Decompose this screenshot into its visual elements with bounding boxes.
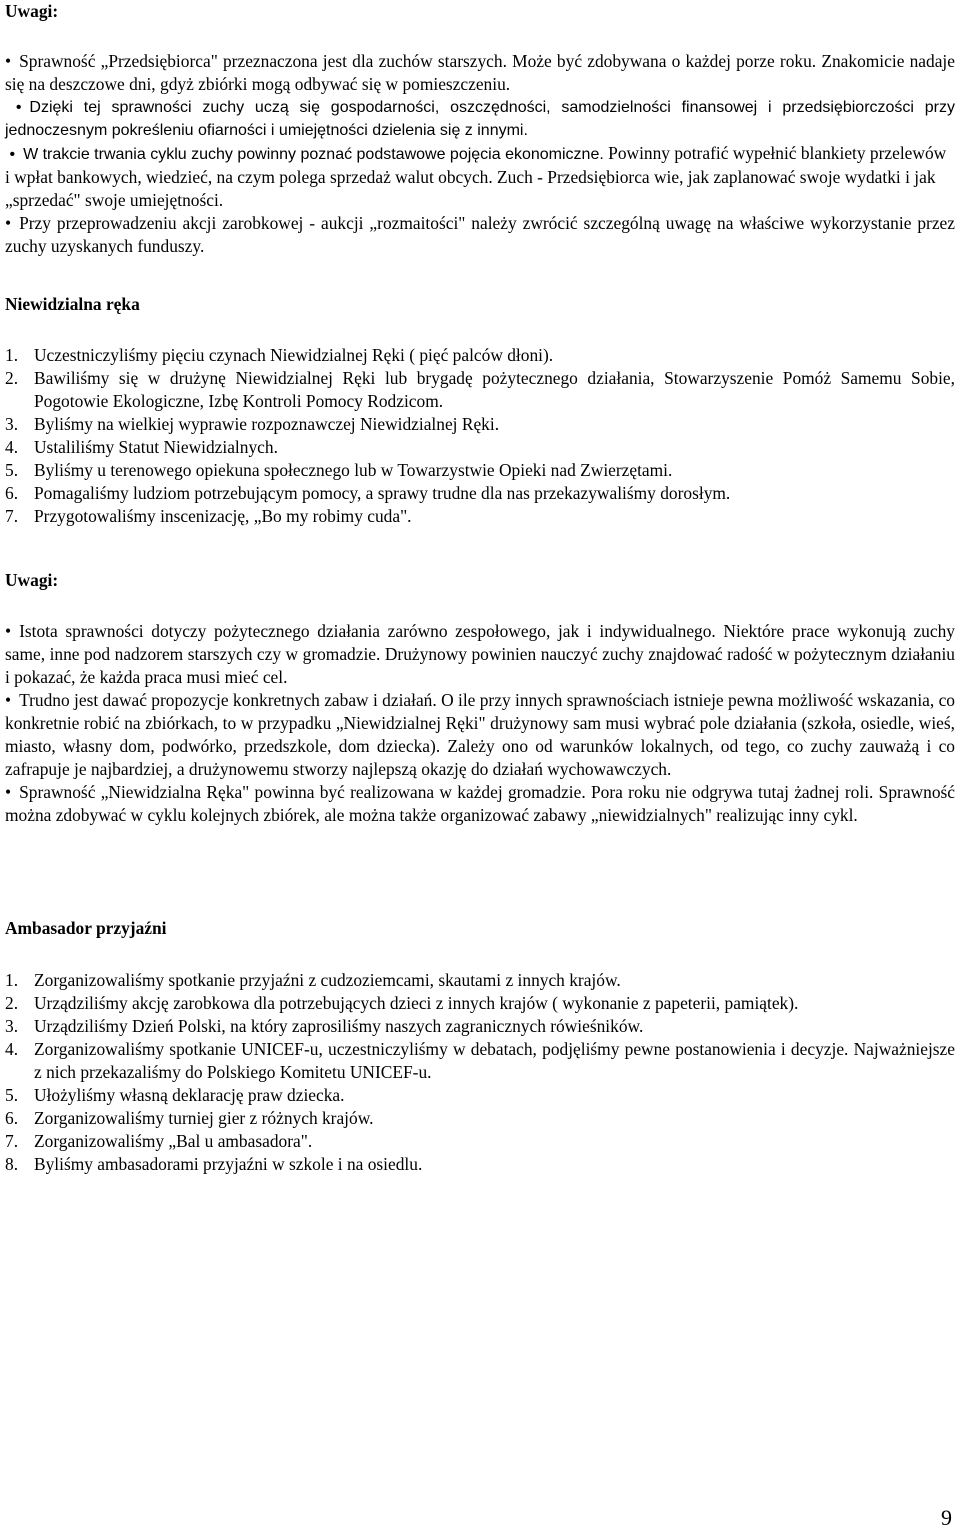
uwagi-2-bullets xyxy=(5,620,955,827)
bullet-icon: • xyxy=(5,621,12,641)
section-niewidzialna-reka xyxy=(5,293,955,316)
section-heading: Ambasador przyjaźni xyxy=(5,918,167,938)
bullet-icon: • xyxy=(5,213,12,233)
bullet-icon: • xyxy=(5,690,12,710)
list-item: 3. Byliśmy na wielkiej wyprawie rozpoznawczej Niewidzialnej Ręki. xyxy=(5,414,500,434)
document-page xyxy=(5,0,955,1537)
niewidzialna-reka-list xyxy=(5,344,955,528)
section-heading: Niewidzialna ręka xyxy=(5,294,140,314)
bullet-paragraph-continuation: Powinny potrafić wypełnić blankiety przelewów i wpłat bankowych, wiedzieć, na czym polega sprzedaż walut obcych. Zuch - Przedsiębiorca wie, jak zaplanować swoje wydatki i jak „sprzedać" swoje umiejętności. xyxy=(5,143,947,210)
list-item: 8. Byliśmy ambasadorami przyjaźni w szkole i na osiedlu. xyxy=(5,1154,423,1174)
ambasador-list xyxy=(5,969,955,1176)
bullet-paragraph: • Sprawność „Niewidzialna Ręka" powinna być realizowana w każdej gromadzie. Pora roku nie odgrywa tutaj żadnej roli. Sprawność można zdobywać w cyklu kolejnych zbiórek, ale można także organizować zabawy „niewidzialnych" realizując inny cykl. xyxy=(5,782,955,825)
bullet-paragraph: • Przy przeprowadzeniu akcji zarobkowej - aukcji „rozmaitości" należy zwrócić szczególną uwagę na właściwe wykorzystanie przez zuchy uzyskanych funduszy. xyxy=(5,213,955,256)
list-item: 4. Zorganizowaliśmy spotkanie UNICEF-u, uczestniczyliśmy w debatach, podjęliśmy pewne postanowienia i decyzje. Najważniejsze z nich przekazaliśmy do Polskiego Komitetu UNICEF-u. xyxy=(5,1039,955,1082)
list-item: 5. Ułożyliśmy własną deklarację praw dziecka. xyxy=(5,1085,345,1105)
bullet-icon: • xyxy=(15,99,22,116)
list-item: 7. Zorganizowaliśmy „Bal u ambasadora". xyxy=(5,1131,313,1151)
list-item: 5. Byliśmy u terenowego opiekuna społecznego lub w Towarzystwie Opieki nad Zwierzętami. xyxy=(5,460,673,480)
bullet-paragraph: • W trakcie trwania cyklu zuchy powinny poznać podstawowe pojęcia ekonomiczne. xyxy=(9,146,604,163)
bullet-icon: • xyxy=(5,51,12,71)
list-item: 6. Pomagaliśmy ludziom potrzebującym pomocy, a sprawy trudne dla nas przekazywaliśmy dorosłym. xyxy=(5,483,731,503)
bullet-icon: • xyxy=(9,146,16,163)
section-uwagi-1 xyxy=(5,0,955,23)
section-heading: Uwagi: xyxy=(5,1,59,21)
list-item: 2. Urządziliśmy akcję zarobkowa dla potrzebujących dzieci z innych krajów ( wykonanie z papeterii, pamiątek). xyxy=(5,993,799,1013)
section-uwagi-2 xyxy=(5,569,955,592)
bullet-paragraph: • Sprawność „Przedsiębiorca" przeznaczona jest dla zuchów starszych. Może być zdobywana o każdej porze roku. Znakomicie nadaje się na deszczowe dni, gdyż zbiórki mogą odbywać się w pomieszczeniu. xyxy=(5,51,955,94)
list-item: 6. Zorganizowaliśmy turniej gier z różnych krajów. xyxy=(5,1108,374,1128)
bullet-paragraph: • Dzięki tej sprawności zuchy uczą się gospodarności, oszczędności, samodzielności finansowej i przedsiębiorczości przy jednoczesnym pokreśleniu ofiarności i umiejętności dzielenia się z innymi. xyxy=(5,99,955,139)
list-item: 4. Ustaliliśmy Statut Niewidzialnych. xyxy=(5,437,278,457)
section-ambasador-przyjazni xyxy=(5,917,955,940)
section-heading: Uwagi: xyxy=(5,570,59,590)
list-item: 1. Uczestniczyliśmy pięciu czynach Niewidzialnej Ręki ( pięć palców dłoni). xyxy=(5,345,554,365)
list-item: 7. Przygotowaliśmy inscenizację, „Bo my robimy cuda". xyxy=(5,506,412,526)
list-item: 1. Zorganizowaliśmy spotkanie przyjaźni z cudzoziemcami, skautami z innych krajów. xyxy=(5,970,621,990)
bullet-icon: • xyxy=(5,782,12,802)
list-item: 3. Urządziliśmy Dzień Polski, na który zaprosiliśmy naszych zagranicznych rówieśników. xyxy=(5,1016,644,1036)
list-item: 2. Bawiliśmy się w drużynę Niewidzialnej Ręki lub brygadę pożytecznego działania, Stowarzyszenie Pomóż Samemu Sobie, Pogotowie Ekologiczne, Izbę Kontroli Pomocy Rodzicom. xyxy=(5,368,955,411)
bullet-paragraph: • Trudno jest dawać propozycje konkretnych zabaw i działań. O ile przy innych sprawnościach istnieje pewna możliwość wskazania, co konkretnie robić na zbiórkach, to w przypadku „Niewidzialnej Ręki" drużynowy sam musi wybrać pole działania (szkoła, osiedle, wieś, miasto, własny dom, podwórko, przedszkole, dom dziecka). Zależy ono od warunków lokalnych, od tego, co zuchy zauważą i co zafrapuje je najbardziej, a drużynowemu stworzy najlepszą okazję do działań wychowawczych. xyxy=(5,690,955,779)
bullet-paragraph: • Istota sprawności dotyczy pożytecznego działania zarówno zespołowego, jak i indywidualnego. Niektóre prace wykonują zuchy same, inne pod nadzorem starszych czy w gromadzie. Drużynowy powinien nauczyć zuchy znajdować radość w pożytecznym działaniu i pokazać, że każda praca musi mieć cel. xyxy=(5,621,955,687)
page-number: 9 xyxy=(941,1505,952,1530)
uwagi-1-bullets xyxy=(5,50,955,258)
